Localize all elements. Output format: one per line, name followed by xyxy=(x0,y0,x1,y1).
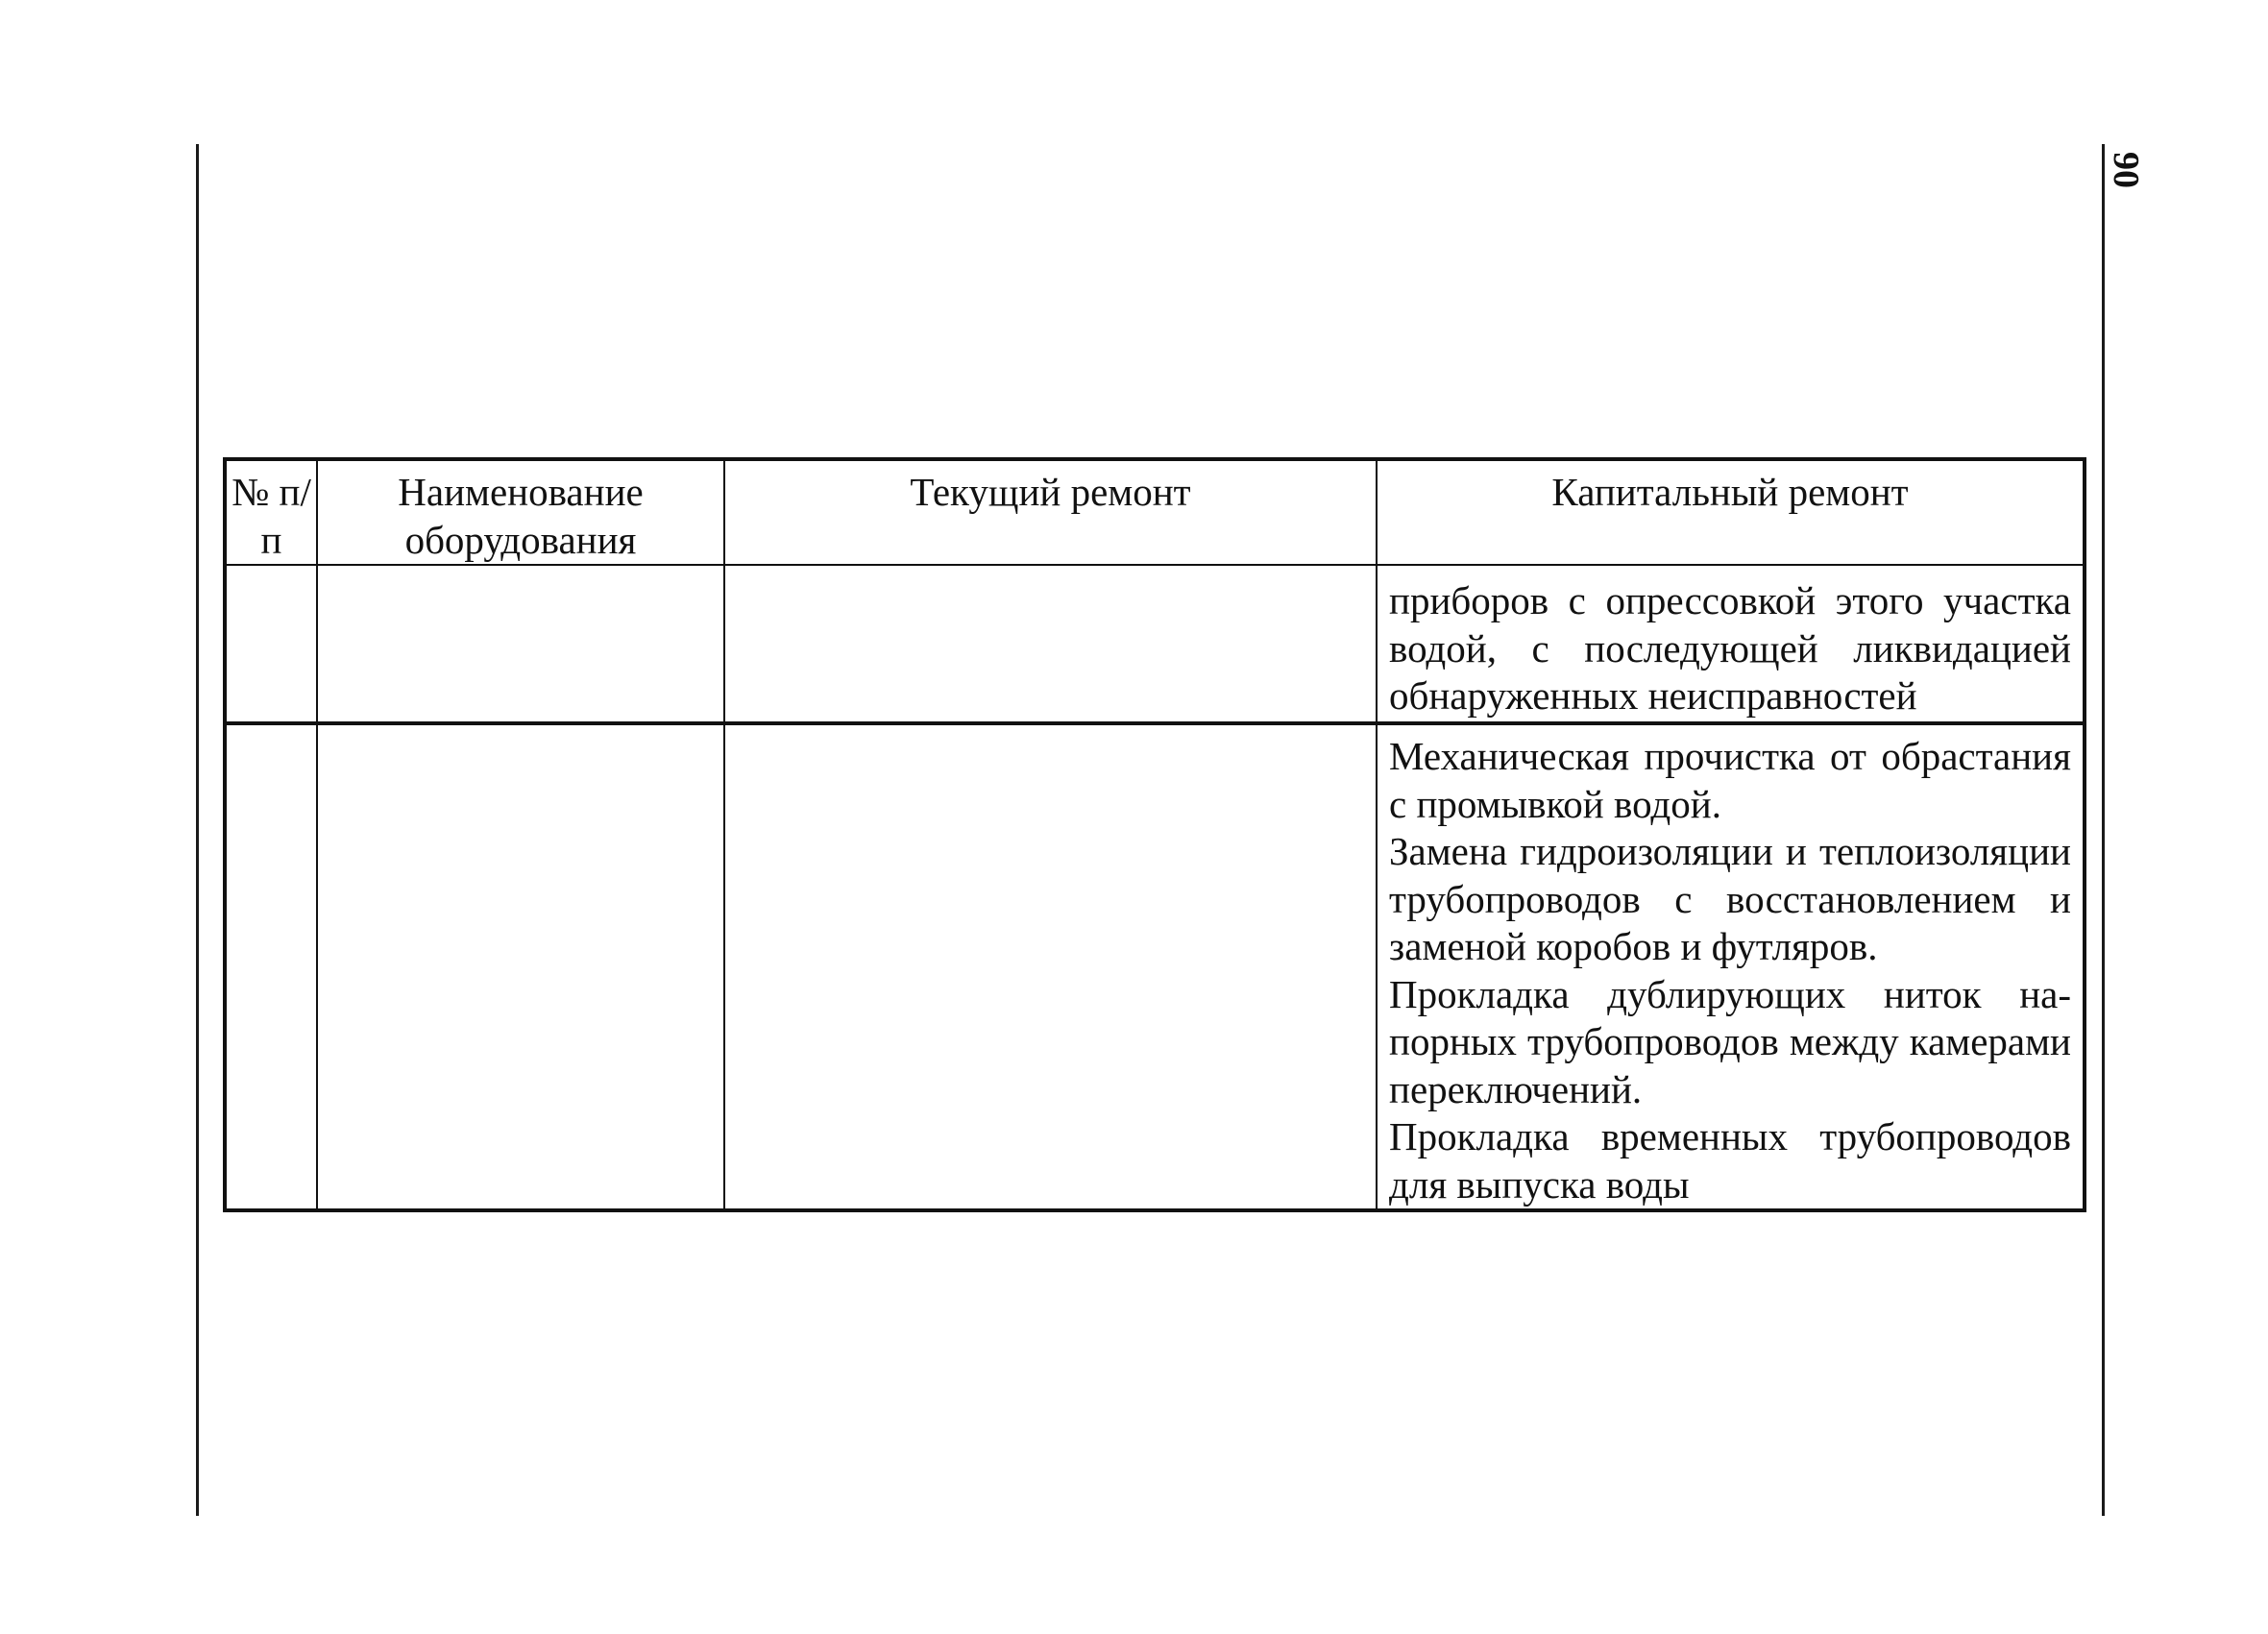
left-margin-line xyxy=(196,144,199,1516)
page-number-text: 90 xyxy=(2106,152,2146,188)
repair-table xyxy=(223,457,2086,1212)
capital-repair-paragraph: Замена гидроизоляции и теплоизоляции трубопроводов с восстановлением и заменой коробов и футляров. xyxy=(1389,829,2071,968)
cell-capital-repair xyxy=(1377,723,2085,1210)
table-row xyxy=(225,565,2085,723)
cell-capital-repair xyxy=(1377,565,2085,723)
header-row xyxy=(225,459,2085,565)
table-row xyxy=(225,723,2085,1210)
cell-equipment-name xyxy=(317,565,724,723)
page-number xyxy=(2107,146,2145,194)
header-equipment-name: Наименование оборудования xyxy=(317,459,724,565)
cell-equipment-name xyxy=(317,723,724,1210)
cell-current-repair xyxy=(724,723,1377,1210)
right-margin-line xyxy=(2102,144,2105,1516)
capital-repair-paragraph: Механическая прочистка от обрастания с промывкой водой. xyxy=(1389,734,2071,826)
header-capital-repair: Капитальный ремонт xyxy=(1377,459,2085,565)
header-current-repair: Текущий ремонт xyxy=(724,459,1377,565)
cell-num xyxy=(225,723,317,1210)
capital-repair-paragraph: Прокладка временных трубопроводов для выпуска воды xyxy=(1389,1114,2071,1207)
capital-repair-paragraph: Прокладка дублирующих ниток напорных трубопроводов между камерами переключений. xyxy=(1389,971,2071,1111)
cell-current-repair xyxy=(724,565,1377,723)
header-num: № п/п xyxy=(225,459,317,565)
cell-num xyxy=(225,565,317,723)
capital-repair-paragraph: приборов с опрессовкой этого участка водой, с последующей ликвидацией обнаруженных неисправностей xyxy=(1389,578,2071,718)
